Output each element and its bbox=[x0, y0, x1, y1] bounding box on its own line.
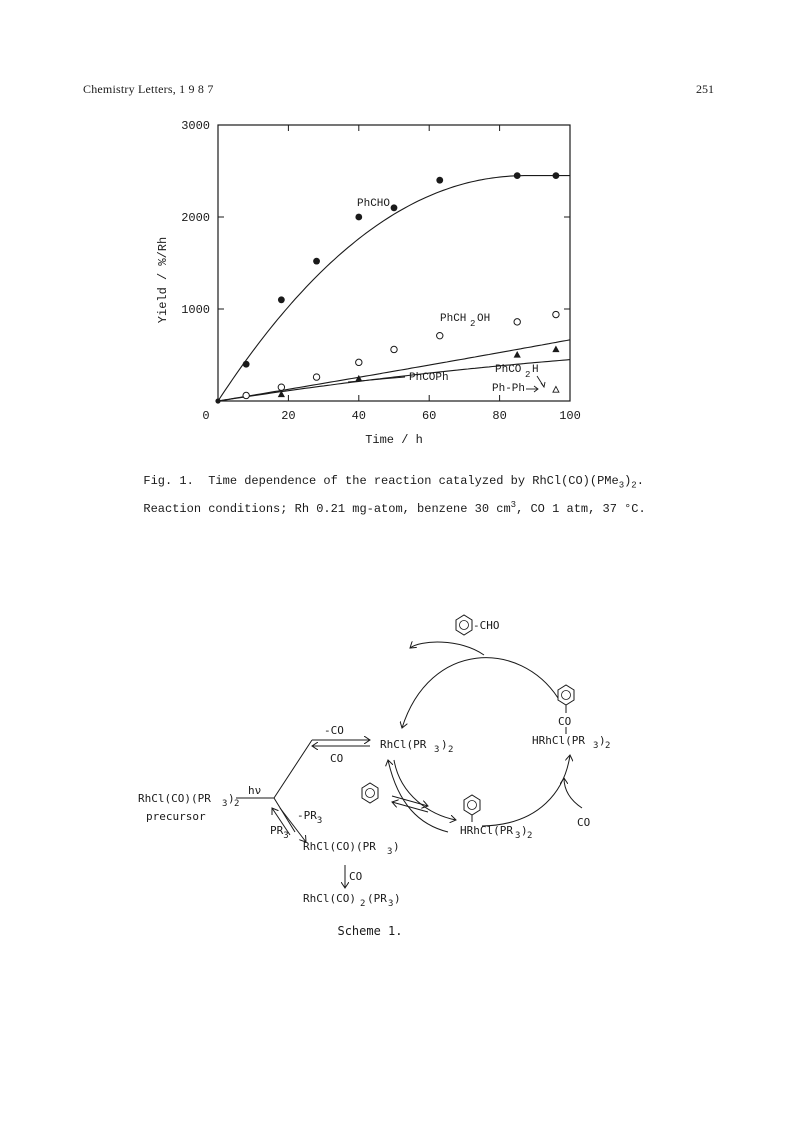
yield-chart bbox=[150, 110, 590, 450]
y-tick-label: 3000 bbox=[181, 119, 210, 133]
benzene-ring-icon bbox=[456, 615, 472, 635]
x-tick-label: 40 bbox=[351, 409, 367, 423]
caption-sup: 3 bbox=[510, 500, 517, 510]
aryl-hydride-paren: ) bbox=[521, 824, 528, 837]
x-tick-label: 20 bbox=[281, 409, 296, 423]
precursor-label: precursor bbox=[146, 810, 206, 823]
benzene-ring-icon-reactant bbox=[362, 783, 378, 803]
precursor-sub3: 3 bbox=[222, 799, 228, 809]
rhcl-pr3-2-sub3: 3 bbox=[434, 745, 440, 755]
marker-phcho bbox=[514, 172, 521, 179]
marker-phcoph bbox=[514, 351, 521, 358]
running-head: Chemistry Letters, 1 9 8 7 bbox=[83, 82, 214, 96]
rhcl-pr3-2-paren: ) bbox=[441, 738, 448, 751]
marker-phch2oh bbox=[313, 374, 319, 380]
rhcl-co-pr3-sub: 3 bbox=[387, 847, 393, 857]
pr3-sub: 3 bbox=[283, 831, 289, 841]
marker-phcho bbox=[278, 296, 285, 303]
minus-pr3-text: -PR bbox=[297, 809, 317, 822]
minus-co-label: -CO bbox=[324, 724, 344, 737]
rhcl-co2-pr3-sub3: 3 bbox=[388, 899, 394, 909]
y-tick-label: 1000 bbox=[181, 303, 210, 317]
acyl-hydride-sub2: 2 bbox=[605, 741, 610, 751]
rhcl-pr3-2-sub2: 2 bbox=[448, 745, 454, 755]
tick-labels bbox=[181, 119, 581, 423]
caption-text-2-end: , CO 1 atm, 37 °C. bbox=[516, 502, 646, 516]
caption-text-1: Fig. 1. Time dependence of the reaction catalyzed by RhCl(CO)(PMe bbox=[143, 474, 619, 488]
marker-phcho bbox=[553, 172, 560, 179]
marker-phch2oh bbox=[278, 384, 284, 390]
page-number: 251 bbox=[696, 82, 714, 96]
y-axis-label: Yield / %/Rh bbox=[156, 236, 170, 324]
x-axis-label: Time / h bbox=[365, 433, 423, 447]
marker-phcoph bbox=[552, 345, 559, 352]
product-cho-label: -CHO bbox=[473, 619, 500, 632]
plus-co-label: CO bbox=[330, 752, 344, 765]
label-phcho: PhCHO bbox=[357, 198, 391, 210]
aryl-hydride-sub3: 3 bbox=[515, 831, 521, 841]
x-tick-label: 100 bbox=[559, 409, 581, 423]
caption-sub-1: 3 bbox=[618, 480, 625, 491]
minus-pr3-sub: 3 bbox=[316, 816, 323, 826]
x-tick-label: 60 bbox=[421, 409, 437, 423]
acyl-hydride-main: HRhCl(PR bbox=[532, 734, 585, 747]
marker-phch2oh bbox=[514, 319, 520, 325]
aryl-hydride-sub2: 2 bbox=[527, 831, 533, 841]
rhcl-co2-pr3-tail: (PR bbox=[367, 892, 387, 905]
rhcl-pr3-2-main: RhCl(PR bbox=[380, 738, 427, 751]
rhcl-co-pr3-main: RhCl(CO)(PR bbox=[303, 840, 376, 853]
precursor-sub2: 2 bbox=[234, 799, 240, 809]
x-tick-label: 80 bbox=[492, 409, 507, 423]
precursor-paren: ) bbox=[228, 792, 235, 805]
marker-phcho bbox=[436, 177, 443, 184]
label-phch2oh bbox=[440, 313, 490, 329]
marker-phph bbox=[553, 386, 559, 392]
aryl-hydride-complex bbox=[460, 795, 532, 841]
marker-phcho bbox=[391, 204, 398, 211]
benzaldehyde-product bbox=[456, 615, 500, 635]
marker-phch2oh bbox=[553, 311, 559, 317]
caption-period: . bbox=[636, 474, 644, 488]
figure-caption-line-2 bbox=[129, 486, 646, 516]
acyl-hydride-sub3: 3 bbox=[593, 741, 599, 751]
marker-phch2oh bbox=[391, 346, 397, 352]
rhcl-co2-pr3-sub2: 2 bbox=[360, 899, 366, 909]
rhcl-co2-pr3 bbox=[303, 892, 401, 909]
acyl-hydride-paren: ) bbox=[599, 734, 606, 747]
co-insertion-label: CO bbox=[577, 816, 591, 829]
label-phch2oh-sub: 2 bbox=[470, 319, 476, 329]
rhcl-co2-pr3-main: RhCl(CO) bbox=[303, 892, 356, 905]
marker-phch2oh bbox=[243, 392, 249, 398]
label-phco2h-tail: H bbox=[532, 364, 539, 376]
precursor-formula: RhCl(CO)(PR bbox=[138, 792, 211, 805]
caption-paren: ) bbox=[624, 474, 632, 488]
pr3-label bbox=[270, 824, 289, 841]
minus-pr3-label bbox=[297, 809, 322, 826]
marker-phcho bbox=[243, 361, 250, 368]
plot-frame bbox=[218, 125, 570, 401]
label-phco2h-main: PhCO bbox=[495, 364, 522, 376]
marker-phcho bbox=[313, 258, 320, 265]
label-phph: Ph-Ph bbox=[492, 383, 526, 395]
acyl-hydride-complex bbox=[532, 685, 610, 751]
benzene-reactant bbox=[362, 783, 378, 803]
axis-ticks bbox=[218, 125, 570, 401]
x-tick-label: 0 bbox=[202, 409, 210, 423]
marker-phch2oh bbox=[437, 332, 443, 338]
label-phch2oh-main: PhCH bbox=[440, 313, 467, 325]
precursor-complex bbox=[138, 792, 239, 823]
scheme-title: Scheme 1. bbox=[337, 924, 403, 938]
label-phch2oh-tail: OH bbox=[477, 313, 491, 325]
label-phco2h bbox=[495, 364, 539, 380]
reaction-scheme bbox=[130, 610, 610, 950]
caption-sub-2: 2 bbox=[631, 480, 637, 491]
caption-text-2: Reaction conditions; Rh 0.21 mg-atom, benzene 30 cm bbox=[143, 502, 511, 516]
rhcl-co-pr3-paren: ) bbox=[393, 840, 400, 853]
pr3-text: PR bbox=[270, 824, 284, 837]
marker-phch2oh bbox=[356, 359, 362, 365]
rhcl-co-pr3 bbox=[303, 840, 400, 857]
aryl-hydride-main: HRhCl(PR bbox=[460, 824, 513, 837]
hv-label: hν bbox=[248, 784, 262, 797]
marker-origin bbox=[215, 398, 220, 403]
label-phco2h-sub: 2 bbox=[525, 370, 531, 380]
marker-phcho bbox=[355, 214, 362, 221]
y-tick-label: 2000 bbox=[181, 211, 210, 225]
benzene-ring-icon-acyl bbox=[558, 685, 574, 705]
rhcl-pr3-2 bbox=[380, 738, 453, 755]
benzene-ring-icon-aryl bbox=[464, 795, 480, 815]
rhcl-co2-pr3-paren: ) bbox=[394, 892, 401, 905]
acyl-co-label: CO bbox=[558, 715, 572, 728]
label-phcoph: PhCOPh bbox=[409, 372, 449, 384]
co-down-label: CO bbox=[349, 870, 363, 883]
